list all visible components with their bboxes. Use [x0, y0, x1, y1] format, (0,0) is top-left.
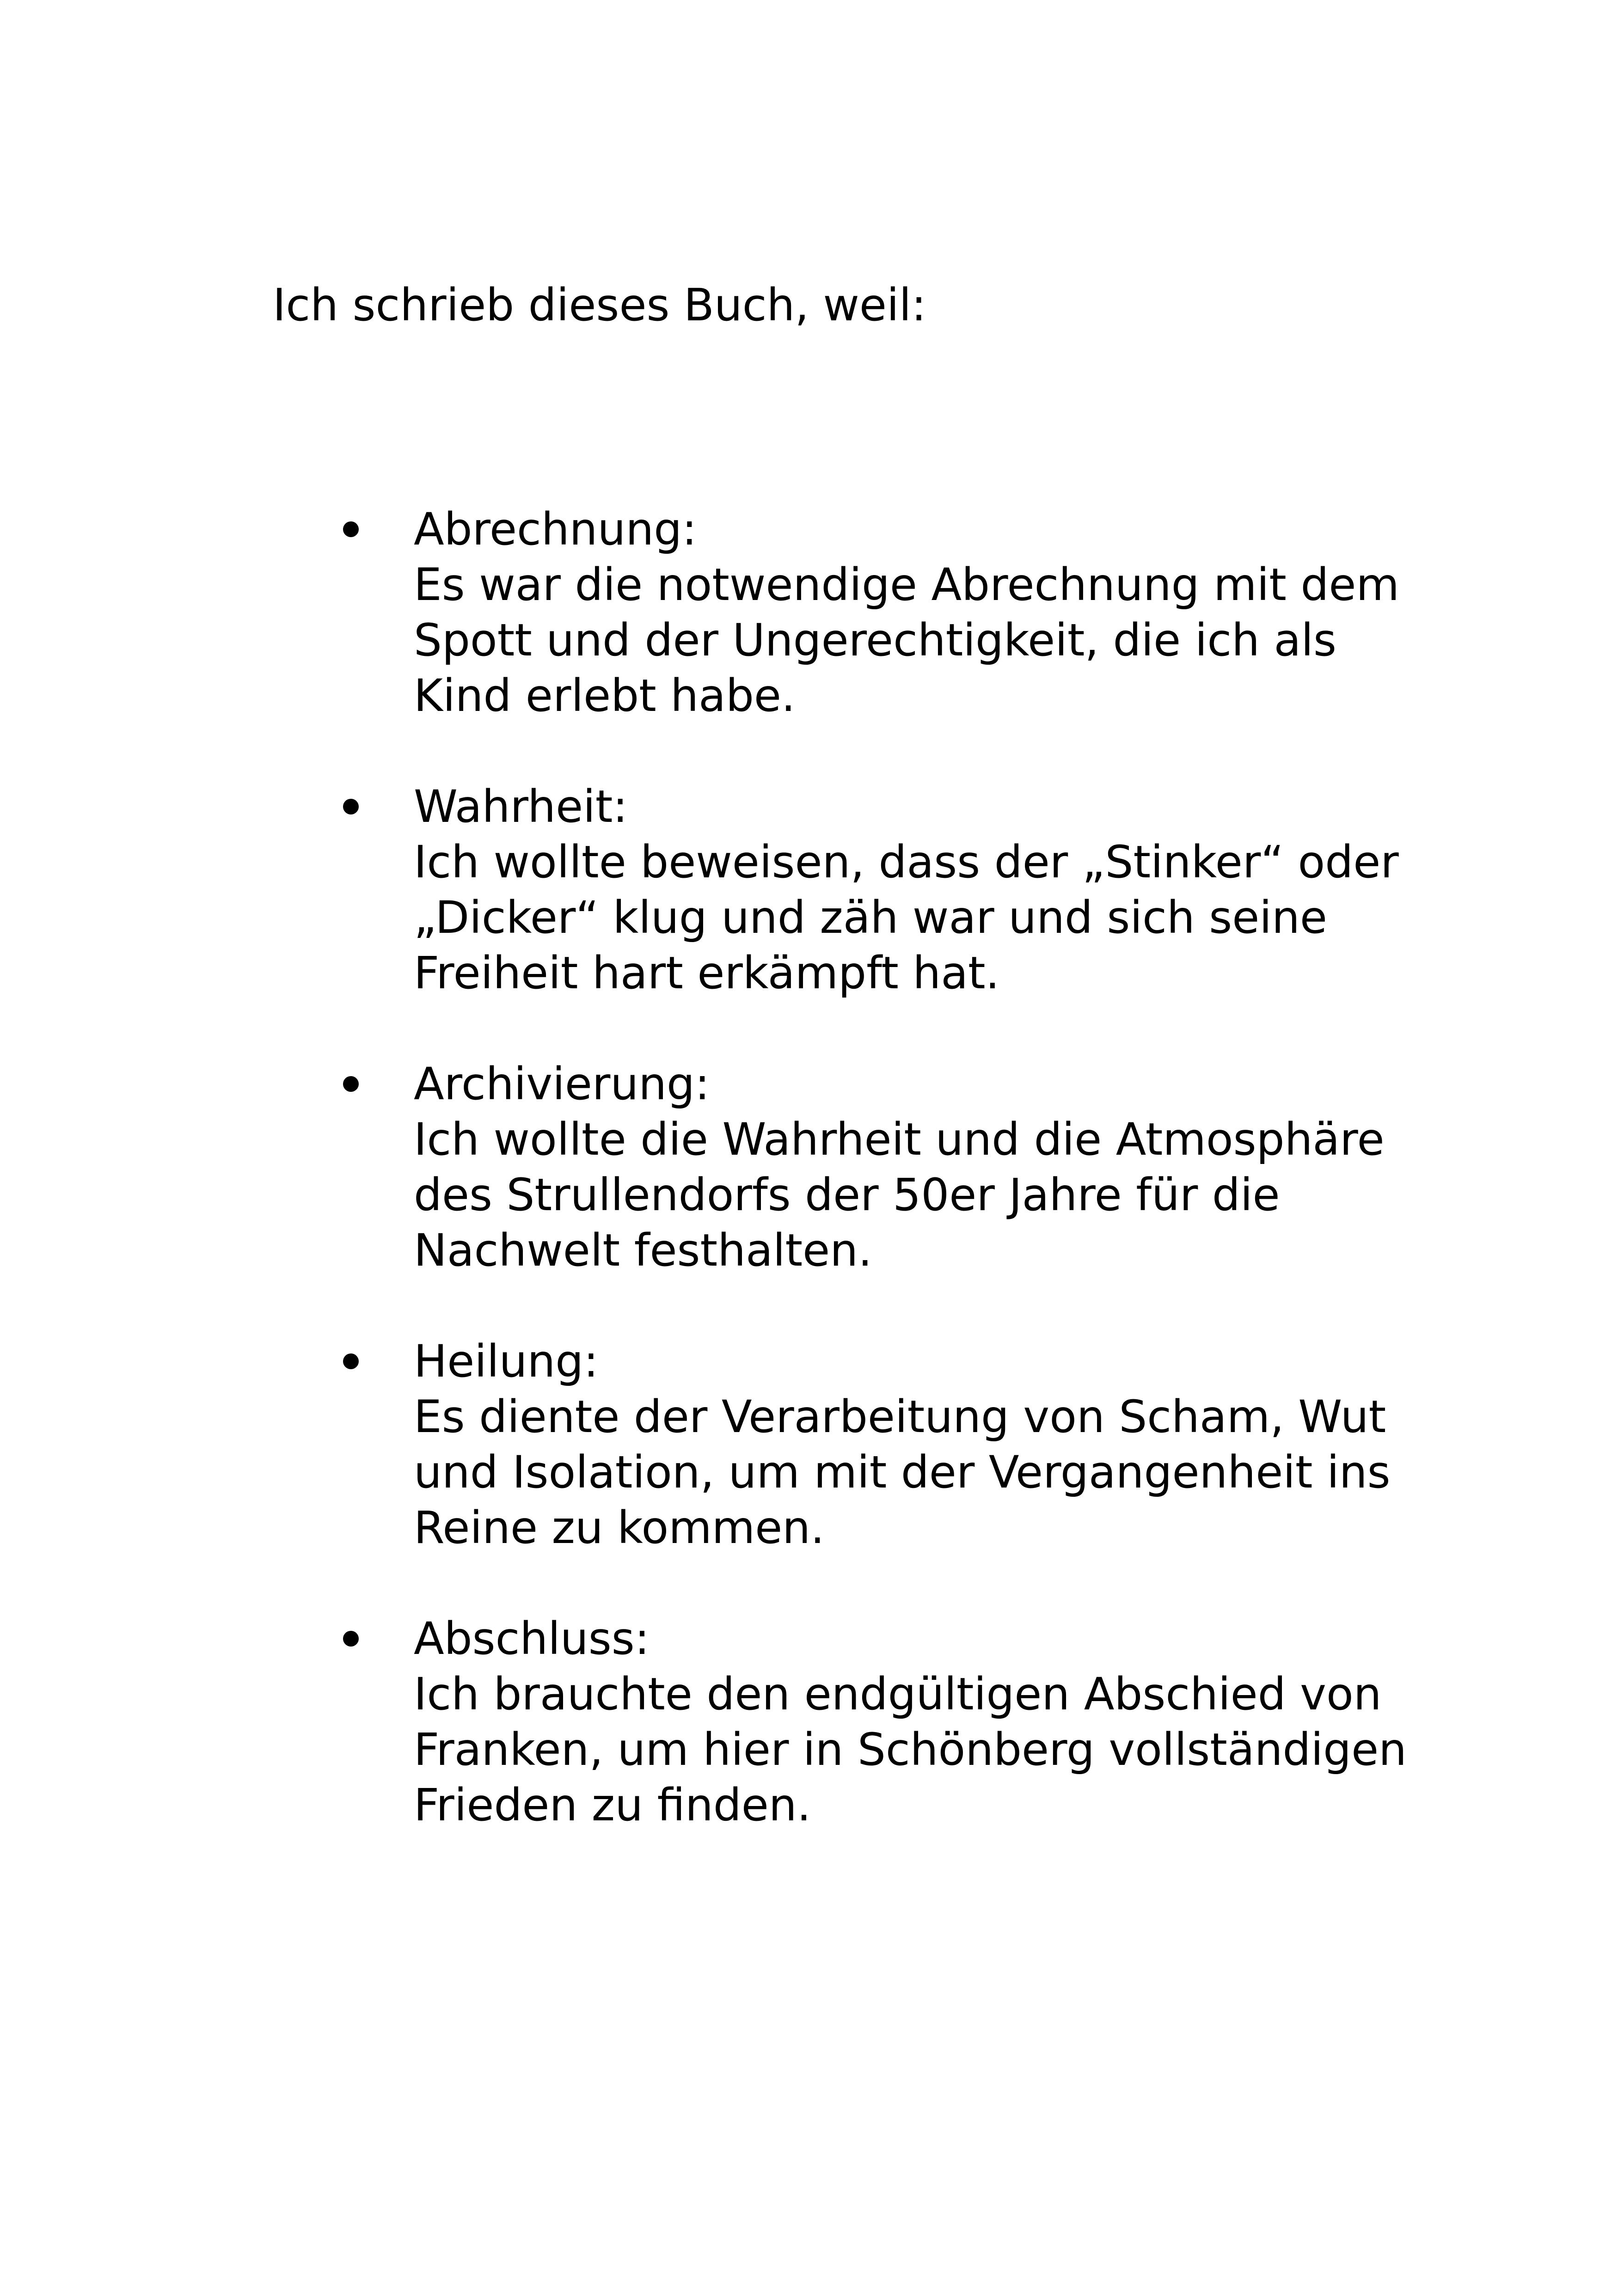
reason-title: Archivierung:	[414, 1058, 710, 1110]
reason-text	[414, 1334, 1431, 1555]
reason-body: Ich brauchte den endgültigen Abschied von Franken, um hier in Schönberg vollständigen Frieden zu finden.	[414, 1668, 1407, 1831]
reason-title: Abschluss:	[414, 1613, 650, 1665]
bullet-icon	[343, 521, 359, 537]
reason-text	[414, 1611, 1431, 1833]
bullet-icon	[343, 799, 359, 814]
reason-item-wahrheit	[0, 779, 1618, 1001]
reason-body: Es diente der Verarbeitung von Scham, Wut und Isolation, um mit der Vergangenheit ins Reine zu kommen.	[414, 1391, 1391, 1554]
reason-item-abschluss	[0, 1611, 1618, 1833]
bullet-icon	[343, 1631, 359, 1647]
reason-item-heilung	[0, 1334, 1618, 1555]
reason-item-abrechnung	[0, 502, 1618, 723]
bullet-icon	[343, 1353, 359, 1369]
reason-item-archivierung	[0, 1056, 1618, 1278]
reason-text	[414, 779, 1431, 1001]
reason-title: Heilung:	[414, 1335, 599, 1387]
intro-sentence: Ich schrieb dieses Buch, weil:	[273, 279, 926, 331]
reason-text	[414, 1056, 1431, 1278]
reason-title: Abrechnung:	[414, 503, 697, 555]
reason-title: Wahrheit:	[414, 781, 628, 833]
reason-body: Ich wollte beweisen, dass der „Stinker“ oder „Dicker“ klug und zäh war und sich seine Freiheit hart erkämpft hat.	[414, 836, 1399, 999]
reason-body: Ich wollte die Wahrheit und die Atmosphäre des Strullendorfs der 50er Jahre für die Nachwelt festhalten.	[414, 1114, 1385, 1276]
bullet-icon	[343, 1076, 359, 1092]
reason-text	[414, 502, 1431, 723]
reasons-list	[0, 502, 1618, 1888]
reason-body: Es war die notwendige Abrechnung mit dem Spott und der Ungerechtigkeit, die ich als Kind erlebt habe.	[414, 559, 1399, 722]
